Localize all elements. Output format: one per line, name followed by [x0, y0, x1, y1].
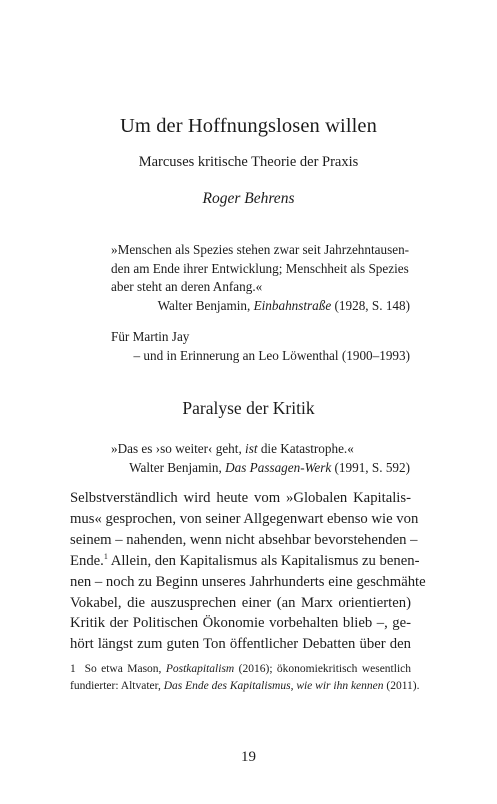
body-line: hört längst zum guten Ton öffentlicher Debatten über den [70, 636, 411, 653]
quote-part: »Das es ›so weiter‹ geht, [111, 441, 242, 456]
epigraph-attribution [111, 459, 410, 478]
dedication [111, 328, 410, 365]
body-line: Selbstverständlich wird heute vom »Globalen Kapitalis- [70, 490, 411, 506]
epigraph-line: den am Ende ihrer Entwicklung; Menschheit als Spezies [111, 260, 409, 276]
quote-emphasis: ist [245, 441, 258, 456]
body-line [70, 551, 420, 572]
attribution-author: Walter Benjamin, [129, 459, 222, 475]
section-heading: Paralyse der Kritik [182, 398, 315, 418]
chapter-title: Um der Hoffnungslosen willen [120, 115, 377, 137]
epigraph-quote [111, 440, 410, 459]
attribution-title: Das Passagen-Werk [225, 459, 332, 475]
body-line: Vokabel, die auszusprechen einer (an Marx orientierten) [70, 594, 411, 611]
chapter-author: Roger Behrens [202, 190, 295, 207]
footnote-line [70, 661, 411, 678]
attribution-source: (1928, S. 148) [334, 297, 410, 313]
footnote-title: Das Ende des Kapitalismus, wie wir ihn kennen [163, 680, 384, 692]
dedication-line: Für Martin Jay [111, 329, 190, 344]
footnote-text: (2011). [386, 680, 420, 692]
body-line: seinem – nahenden, wenn nicht absehbar bevorstehenden – [70, 531, 418, 548]
epigraph-benjamin-einbahnstrasse [111, 241, 410, 315]
footnote-text: So etwa Mason, [84, 663, 162, 675]
attribution-source: (1991, S. 592) [334, 459, 410, 475]
epigraph-benjamin-passagen [111, 440, 410, 477]
epigraph-attribution [111, 297, 410, 316]
quote-part: die Katastrophe.« [260, 441, 354, 456]
dedication-line: – und in Erinnerung an Leo Löwenthal (1900–1993) [133, 347, 410, 363]
page-number: 19 [241, 749, 256, 765]
attribution-title: Einbahnstraße [253, 297, 332, 313]
footnote-text: fundierter: Altvater, [70, 680, 161, 692]
epigraph-line: aber steht an deren Anfang.« [111, 279, 263, 294]
body-line: mus« gesprochen, von seiner Allgegenwart ebenso wie von [70, 510, 419, 527]
footnote-number: 1 [70, 663, 76, 675]
body-text [70, 488, 426, 655]
body-line-part: Ende. [70, 552, 104, 569]
epigraph-line: »Menschen als Spezies stehen zwar seit Jahrzehntausen- [111, 242, 410, 257]
footnote-line [70, 678, 420, 695]
body-line: nen – noch zu Beginn unseres Jahrhunderts eine geschmähte [70, 573, 426, 590]
footnote [70, 661, 420, 695]
body-line: Kritik der Politischen Ökonomie vorbehalten blieb –, ge- [70, 615, 411, 632]
body-line-part: Allein, den Kapitalismus als Kapitalismus zu benen- [110, 552, 420, 569]
chapter-subtitle: Marcuses kritische Theorie der Praxis [138, 154, 359, 170]
footnote-title: Postkapitalism [165, 663, 235, 675]
attribution-author: Walter Benjamin, [157, 297, 251, 313]
footnote-ref[interactable]: 1 [103, 551, 108, 561]
footnote-text: (2016); ökonomiekritisch wesentlich [238, 663, 412, 675]
